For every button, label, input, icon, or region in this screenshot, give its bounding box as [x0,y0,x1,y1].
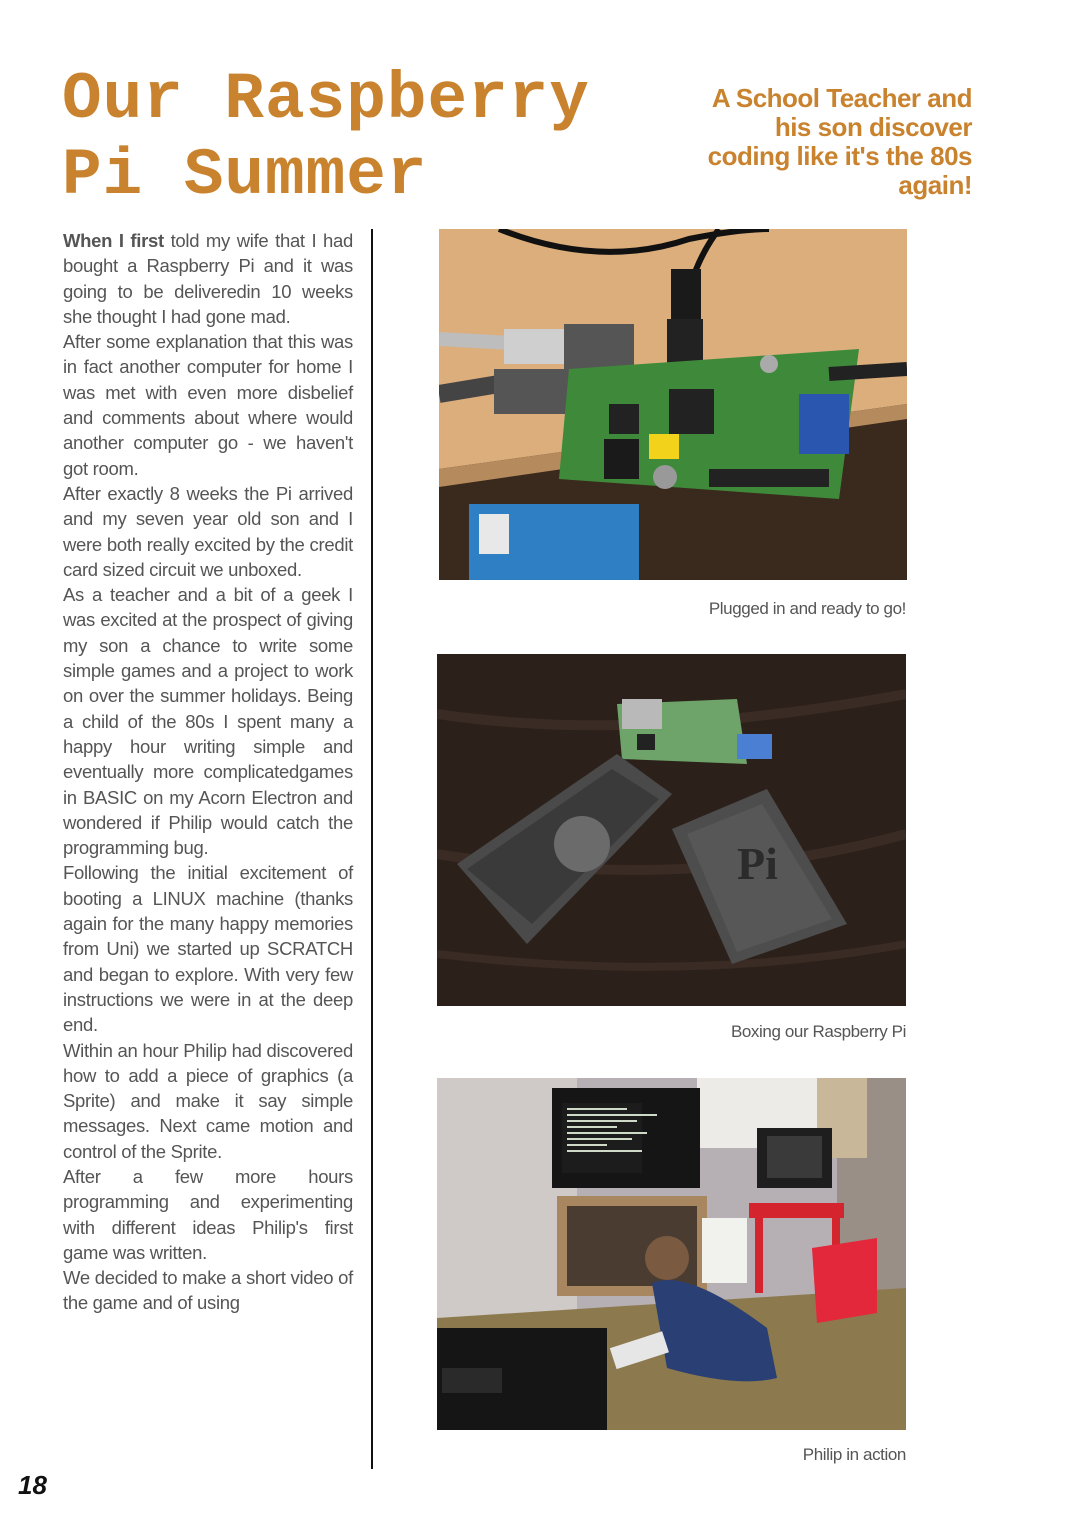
raspberry-pi-case-photo [437,654,906,1006]
paragraph-2: After some explanation that this was in fact another computer for home I was met with even more disbelief and comments about where would another computer go - we haven't got room. [63,331,353,479]
raspberry-pi-plugged-in-photo [439,229,907,580]
article-title [62,62,682,214]
column-divider [371,229,373,1469]
paragraph-4: As a teacher and a bit of a geek I was excited at the prospect of giving my son a chance to write some simple games and a project to work on over the summer holidays. Being a child of the 80s I spent many a happy hour writing simple and eventually more complicatedgames in BASIC on my Acorn Electron and wondered if Philip would catch the programming bug. [63,584,353,859]
paragraph-5: Following the initial excitement of booting a LINUX machine (thanks again for the many happy memories from Uni) we started up SCRATCH and began to explore. With very few instructions we were in at the deep end. [63,862,353,1036]
svg-text:Pi: Pi [737,838,778,889]
philip-in-action-photo [437,1078,906,1430]
photo-caption-3: Philip in action [802,1445,906,1464]
paragraph-3: After exactly 8 weeks the Pi arrived and my seven year old son and I were both really excited by the credit card sized circuit we unboxed. [63,482,353,580]
paragraph-6: Within an hour Philip had discovered how to add a piece of graphics (a Sprite) and make it say simple messages. Next came motion and control of the Sprite. [63,1039,353,1162]
paragraph-1 [63,228,353,329]
paragraph-1-text: told my wife that I had bought a Raspberry Pi and it was going to be deliveredin 10 weeks she thought I had gone mad. [63,230,354,327]
photo-caption-1: Plugged in and ready to go! [708,599,906,618]
article-subtitle: A School Teacher and his son discover coding like it's the 80s again! [707,83,972,200]
lead-in: When I first [63,230,164,251]
title-line-1: Our Raspberry [62,62,590,137]
photo-caption-2: Boxing our Raspberry Pi [730,1022,906,1041]
title-line-2: Pi Summer [62,138,428,213]
page-number: 18 [18,1470,47,1500]
article-body [63,228,353,1316]
paragraph-8: We decided to make a short video of the game and of using [63,1267,353,1314]
paragraph-7: After a few more hours programming and experimenting with different ideas Philip's first game was written. [63,1165,353,1263]
